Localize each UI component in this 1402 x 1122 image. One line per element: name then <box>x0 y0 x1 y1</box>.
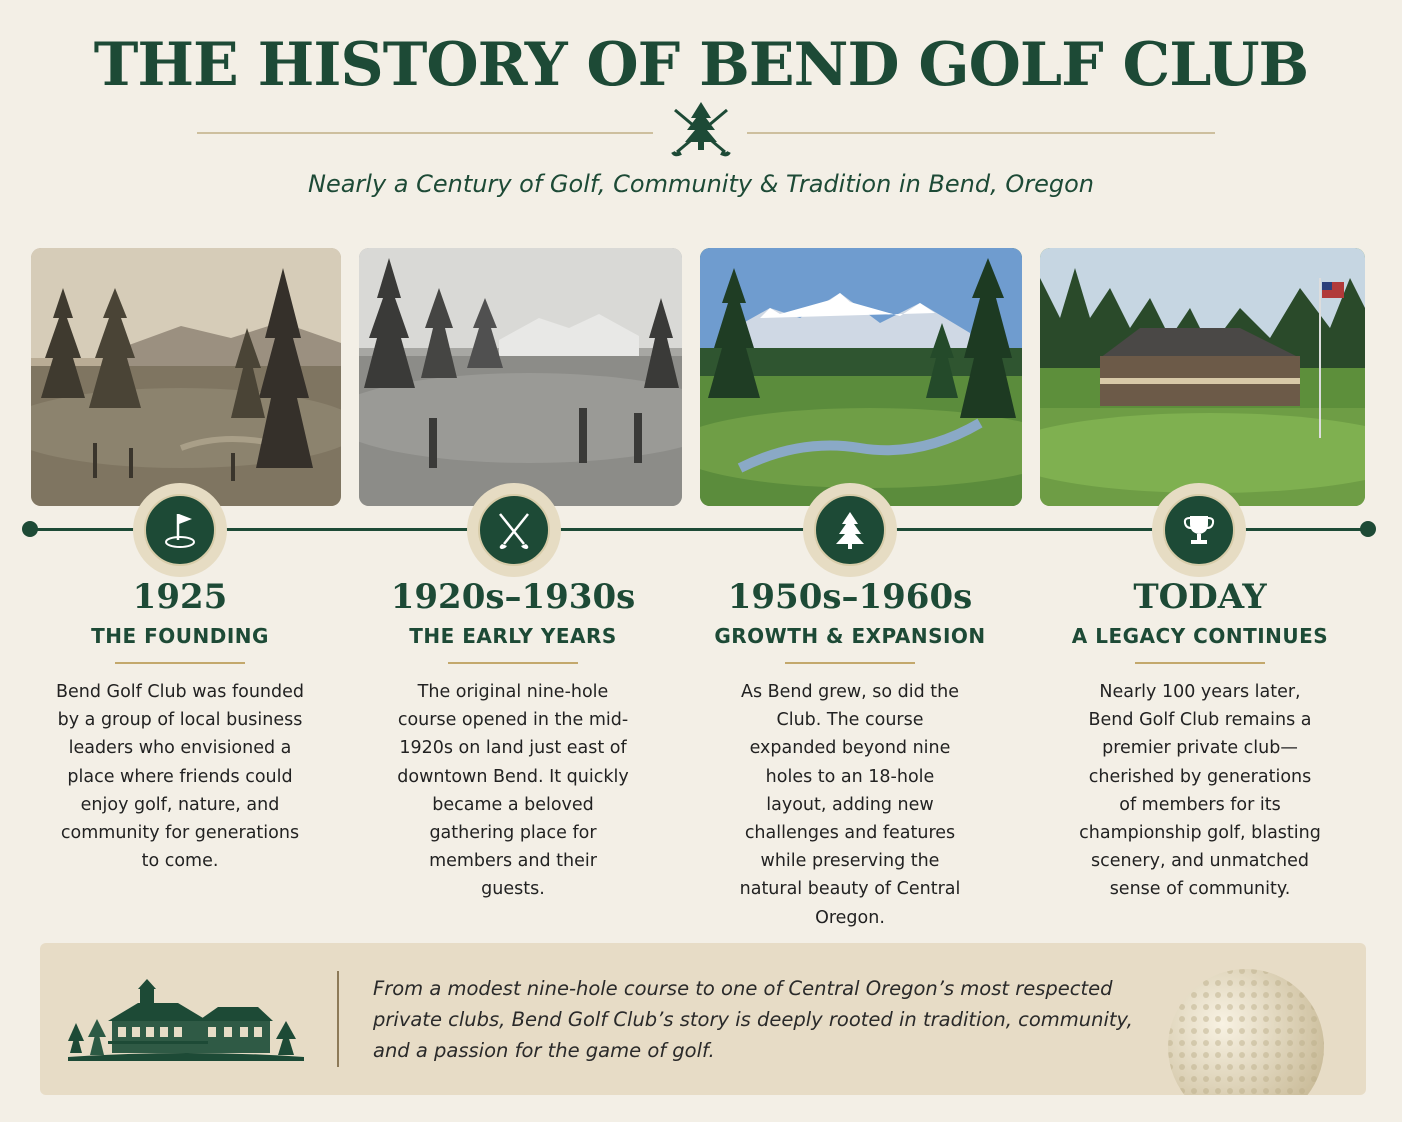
footer-banner <box>40 943 1366 1095</box>
title-rule-right <box>747 132 1215 134</box>
era-year: TODAY <box>1133 577 1267 617</box>
era-divider <box>1135 662 1265 664</box>
sepia-early-course-photo <box>31 248 341 506</box>
era-column-1950s-1960s <box>690 572 1010 932</box>
era-divider <box>785 662 915 664</box>
page-title: THE HISTORY OF BEND GOLF CLUB <box>93 30 1309 100</box>
era-year: 1920s–1930s <box>390 577 636 617</box>
pine-tree-crossed-clubs-icon <box>665 100 737 160</box>
footer-quote: From a modest nine-hole course to one of Central Oregon’s most respected private clubs, Bend Golf Club’s story is deeply rooted in tradition, community, and a passion for the game of golf. <box>373 977 1133 1062</box>
flag-in-hole-icon <box>158 508 202 552</box>
era-divider <box>448 662 578 664</box>
era-2-medal <box>467 483 561 577</box>
era-heading: THE FOUNDING <box>91 624 269 648</box>
footer-divider <box>337 971 339 1067</box>
timeline-start-dot <box>22 521 38 537</box>
era-heading: GROWTH & EXPANSION <box>714 624 986 648</box>
era-column-today <box>1040 572 1360 904</box>
pine-tree-icon <box>828 508 872 552</box>
era-heading: THE EARLY YEARS <box>409 624 617 648</box>
era-column-1925 <box>20 572 340 875</box>
era-description: Bend Golf Club was founded by a group of local business leaders who envisioned a place where friends could enjoy golf, nature, and community for generations to come. <box>56 682 304 872</box>
page-subtitle: Nearly a Century of Golf, Community & Tradition in Bend, Oregon <box>307 170 1095 198</box>
era-year: 1925 <box>132 577 228 617</box>
mountain-fairway-creek-photo <box>700 248 1022 506</box>
era-description: Nearly 100 years later, Bend Golf Club remains a premier private club—cherished by generations of members for its championship golf, blasting scenery, and unmatched sense of community. <box>1079 682 1321 900</box>
era-4-medal <box>1152 483 1246 577</box>
era-year: 1950s–1960s <box>727 577 973 617</box>
era-3-medal <box>803 483 897 577</box>
era-1-medal <box>133 483 227 577</box>
black-and-white-golfers-photo <box>359 248 682 506</box>
timeline-end-dot <box>1360 521 1376 537</box>
era-divider <box>115 662 245 664</box>
era-description: The original nine-hole course opened in the mid-1920s on land just east of downtown Bend. It quickly became a beloved gathering place for members and their guests. <box>397 682 629 900</box>
crossed-golf-clubs-icon <box>492 508 536 552</box>
era-column-1920s-1930s <box>353 572 673 904</box>
golf-ball-icon <box>1164 965 1328 1095</box>
era-description: As Bend grew, so did the Club. The course expanded beyond nine holes to an 18-hole layout, adding new challenges and features while preserving the natural beauty of Central Oregon. <box>739 682 961 928</box>
clubhouse-illustration-icon <box>68 971 308 1071</box>
title-rule-left <box>197 132 653 134</box>
clubhouse-green-flag-photo <box>1040 248 1365 506</box>
trophy-icon <box>1177 508 1221 552</box>
era-heading: A LEGACY CONTINUES <box>1071 624 1329 648</box>
